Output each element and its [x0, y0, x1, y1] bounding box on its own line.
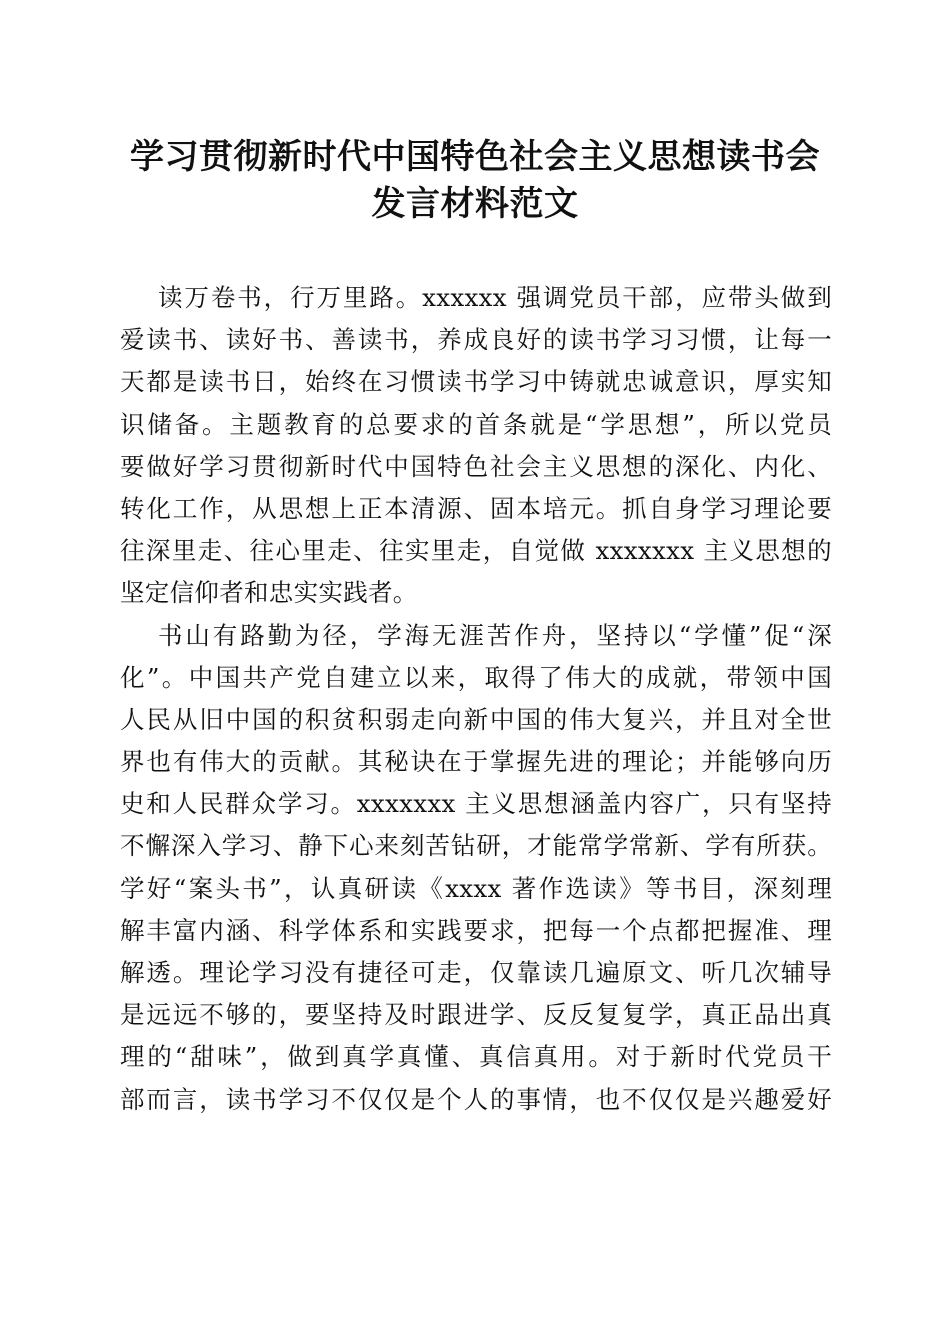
title-line-1: 学习贯彻新时代中国特色社会主义思想读书会 [130, 137, 820, 177]
document-body [120, 277, 832, 1121]
text-line: 是远远不够的，要坚持及时跟进学、反反复复学，真正品出真 [120, 1000, 832, 1030]
text-line: 不懈深入学习、静下心来刻苦钻研，才能常学常新、学有所获。 [120, 831, 832, 861]
text-line: 理的“甜味”，做到真学真懂、真信真用。对于新时代党员干 [120, 1042, 832, 1072]
text-line: 爱读书、读好书、善读书，养成良好的读书学习习惯，让每一 [120, 325, 832, 355]
text-line: 要做好学习贯彻新时代中国特色社会主义思想的深化、内化、 [120, 451, 832, 481]
text-line: 化”。中国共产党自建立以来，取得了伟大的成就，带领中国 [120, 662, 832, 692]
text-line: 坚定信仰者和忠实实践者。 [120, 578, 418, 608]
paragraph-2 [120, 615, 832, 1121]
document-title [0, 134, 950, 228]
text-line: 读万卷书，行万里路。xxxxxx 强调党员干部，应带头做到 [158, 283, 832, 312]
text-line: 解透。理论学习没有捷径可走，仅靠读几遍原文、听几次辅导 [120, 958, 832, 987]
text-line: 界也有伟大的贡献。其秘诀在于掌握先进的理论；并能够向历 [120, 747, 832, 777]
text-line: 识储备。主题教育的总要求的首条就是“学思想”，所以党员 [120, 409, 832, 439]
text-line: 部而言，读书学习不仅仅是个人的事情，也不仅仅是兴趣爱好 [120, 1084, 832, 1114]
text-line: 解丰富内涵、科学体系和实践要求，把每一个点都把握准、理 [120, 915, 832, 945]
text-line: 史和人民群众学习。xxxxxxx 主义思想涵盖内容广，只有坚持 [120, 789, 832, 819]
text-line: 转化工作，从思想上正本清源、固本培元。抓自身学习理论要 [120, 493, 832, 523]
title-line-2: 发言材料范文 [371, 184, 579, 224]
text-line: 人民从旧中国的积贫积弱走向新中国的伟大复兴，并且对全世 [120, 704, 832, 734]
text-line: 书山有路勤为径，学海无涯苦作舟，坚持以“学懂”促“深 [158, 620, 832, 650]
text-line: 学好“案头书”，认真研读《xxxx 著作选读》等书目，深刻理 [120, 873, 832, 903]
paragraph-1 [120, 277, 832, 615]
text-line: 天都是读书日，始终在习惯读书学习中铸就忠诚意识，厚实知 [120, 367, 832, 397]
text-line: 往深里走、往心里走、往实里走，自觉做 xxxxxxx 主义思想的 [120, 536, 832, 566]
